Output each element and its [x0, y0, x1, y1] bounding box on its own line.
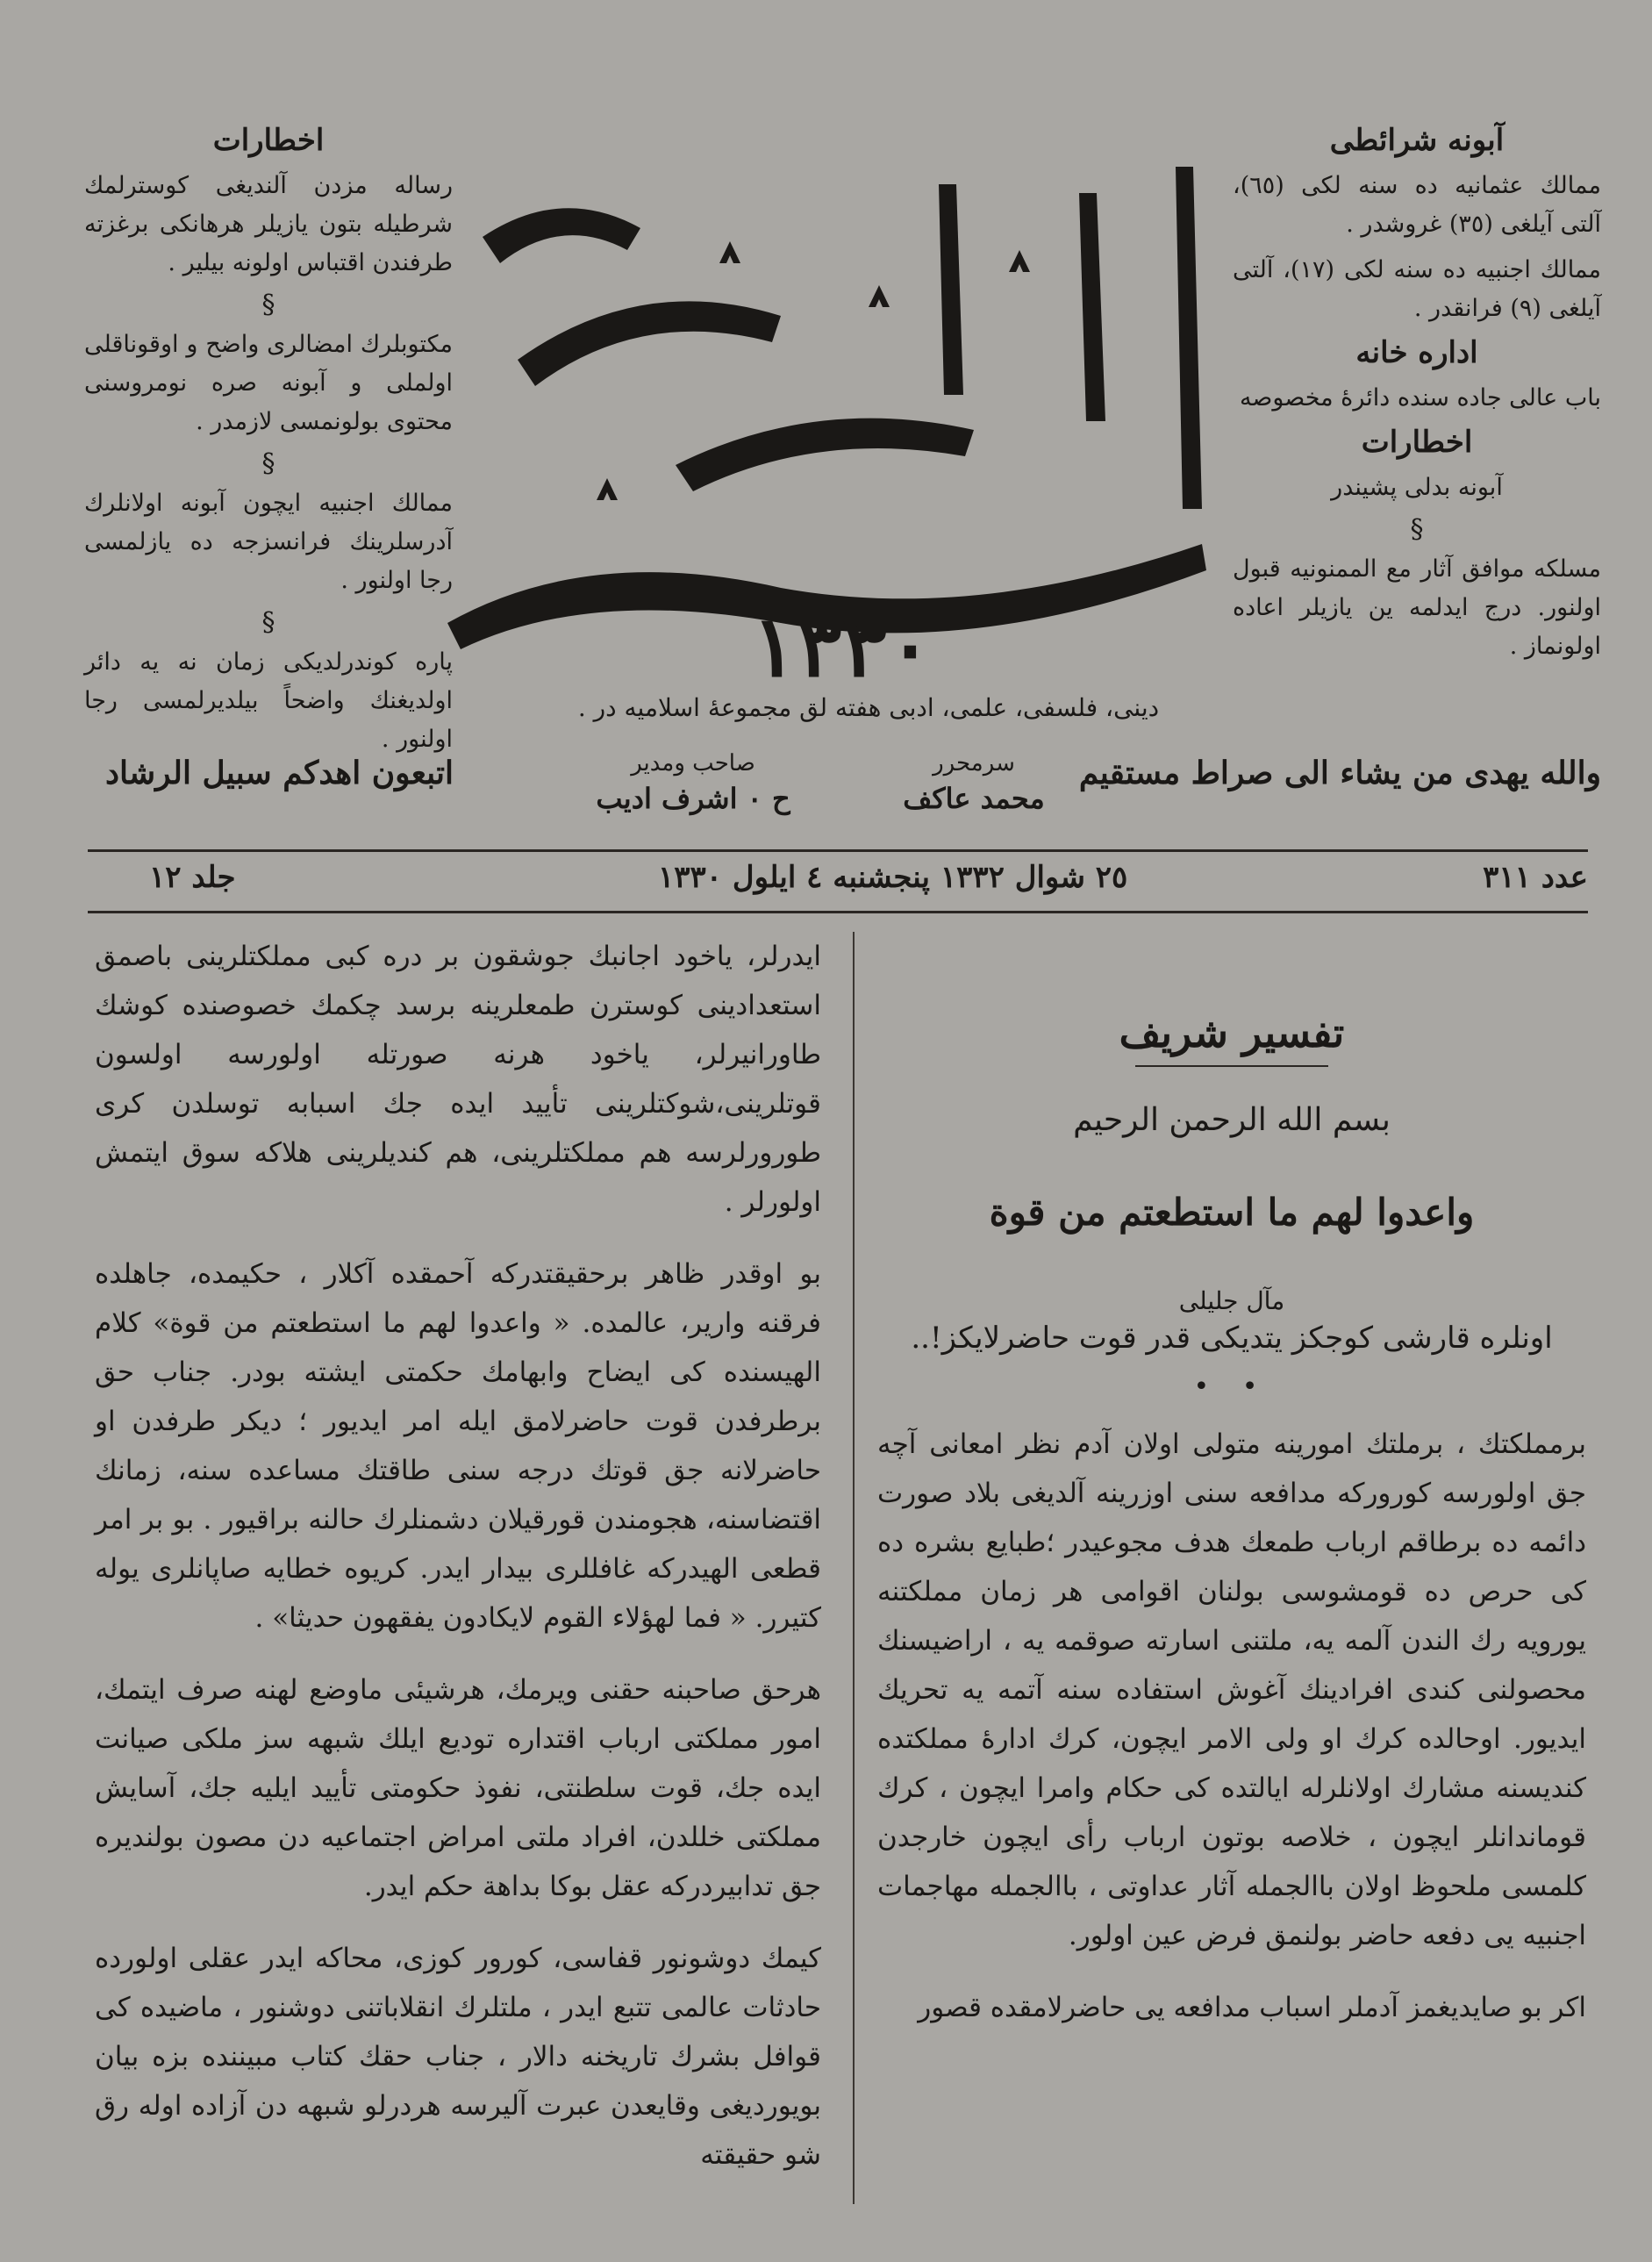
verse-meaning: اونلره قارشی کوجکز یتدیکی قدر قوت حاضرلایکز!..	[911, 1321, 1553, 1356]
title-underline	[1135, 1065, 1328, 1067]
owner-name: ح ۰ اشرف ادیب	[596, 782, 790, 815]
issue-bar	[88, 860, 1588, 906]
issue-bar-top-rule	[88, 849, 1588, 852]
section-sign-icon: §	[261, 290, 275, 320]
office-title: اداره خانه	[1355, 335, 1478, 370]
editor-name: محمد عاکف	[903, 782, 1045, 815]
office-address: باب عالی جاده سنده دائرۀ مخصوصه	[1239, 384, 1601, 412]
notice-item: پاره کوندرلدیکی زمان نه یه دائر اولدیغنك واضحاً بیلدیرلمسی رجا اولنور .	[84, 648, 453, 753]
notices-title-right: اخطارات	[1361, 425, 1473, 460]
subscription-terms-box	[1233, 123, 1601, 673]
owner-block	[561, 750, 825, 815]
issue-volume: جلد ١٢	[149, 860, 236, 895]
prepayment-note: آبونه بدلی پشیندر	[1331, 474, 1503, 501]
issue-date: ٢٥ شوال ١٣٣٢ پنجشنبه ٤ ایلول ١٣٣٠	[658, 860, 1128, 895]
article-title: تفسیر شریف	[1119, 1009, 1345, 1056]
article-paragraph: بو اوقدر ظاهر برحقیقتدرکه آحمقده آکلار ، حکیمده، جاهلده فرقنه واریر، عالمده. « واعدوا لهم ما استطعتم من قوة» کلام الهیسنده کی ایضاح وابهامك حکمتی ایشته بودر. جناب حق برطرفدن قوت حاضرلامق ایله امر ایدیور ؛ دیکر طرفدن او حاضرلانه جق قوتك درجه سنی طاقتك مساعده سنه، زمانك اقتضاسنه، هجومندن قورقیلان دشمنلرك حالنه براقیور . بو بر امر قطعی الهیدرکه غافللری بیدار ایدر. کریوه خطایه صاپانلری یوله کتیرر. « فما لهؤلاء القوم لایکادون یفقهون حدیثا» .	[95, 1258, 821, 1634]
article-paragraph: اکر بو صایدیغمز آدملر اسباب مدافعه یی حاضرلامقده قصور	[918, 1992, 1586, 2023]
article-paragraph: هرحق صاحبنه حقنی ویرمك، هرشیئی ماوضع لهنه صرف ایتمك، امور مملکتی ارباب اقتداره تودیع ایلك شبهه سز ملکی صیانت ایده جك، قوت سلطنتی، نفوذ حکومتی تأیید ایلیه جك، آسایش مملکتی خللدن، افراد ملتی امراض اجتماعیه دن مصون بولندیره جق تدابیردرکه عقل بوکا بداهة حکم ایدر.	[95, 1674, 821, 1902]
subscription-terms-title: آبونه شرائطی	[1329, 123, 1505, 158]
column-divider	[853, 932, 855, 2204]
editor-role: سرمحرر	[933, 750, 1015, 777]
section-sign-icon: §	[1410, 514, 1424, 545]
subscription-foreign-price: ممالك اجنبیه ده سنه لکی (١٧)، آلتی آیلغی (٩) فرانقدر .	[1233, 256, 1601, 322]
continuation-column	[95, 932, 821, 2202]
tagline: دینی، فلسفی، علمی، ادبی هفته لق مجموعۀ اسلامیه در .	[577, 693, 1160, 722]
masthead-year: ١٣٣٠	[751, 597, 933, 693]
motto-left: اتبعون اهدکم سبیل الرشاد	[105, 755, 454, 791]
editor-block	[869, 750, 1079, 815]
article-paragraph: ایدرلر، یاخود اجانبك جوشقون بر دره کبی مملکتلرینی باصمق استعدادینی کوسترن طمعلرینه برسد چکمك خصوصنده کوشك طاورانیرلر، یاخود هرنه صورتله اولورسه اولسون قوتلرینی،شوکتلرینی تأیید ایده جك اسبابه توسلدن کری طورورلرسه هم مملکتلرینی، هم کندیلرینی هلاکه سوق ایتمش اولورلر .	[95, 941, 821, 1218]
section-sign-icon: §	[261, 607, 275, 638]
motto-right: والله یهدی من یشاء الی صراط مستقیم	[1078, 755, 1601, 791]
article-paragraph: برمملکتك ، برملتك امورینه متولی اولان آدم نظر امعانی آچه جق اولورسه کورورکه مدافعه سنی اوزرینه آلدیغی بلاد صورت دائمه ده برطاقم ارباب طمعك هدف مجوعیدر ؛طبایع بشره ده کی حرص ده قومشوسی بولنان اقوامی هر زمان مملکتنه یورویه رك الندن آلمه یه، ملتنی اسارته صوقمه یه ، اراضیسنك محصولنی کندی افرادینك آغوش استفاده سنه آتمه یه تحریك ایدیور. اوحالده کرك او ولی الامر ایچون، کرك ادارۀ مملکتده کندیسنه مشارك اولانلرله ایالتده کی حکام وامرا ایچون ، کرك قوماندانلر ایچون ، خلاصه بوتون ارباب رأی ایچون خارجدن کلمسی ملحوظ اولان باالجمله آثار عداوتی ، باالجمله مهاجمات اجنبیه یی دفعه حاضر بولنمق فرض عین اولور.	[877, 1428, 1586, 1951]
subscription-domestic-price: ممالك عثمانیه ده سنه لکی (٦٥)، آلتی آیلغی (٣٥) غروشدر .	[1233, 172, 1601, 238]
notices-box	[84, 123, 453, 766]
ornament-dots: • •	[1193, 1371, 1270, 1402]
issue-number: عدد ٣١١	[1483, 860, 1588, 895]
issue-bar-bottom-rule	[88, 911, 1588, 913]
notice-item: ممالك اجنبیه ایچون آبونه اولانلرك آدرسلرینك فرانسزجه ده یازلمسی رجا اولنور .	[84, 490, 453, 594]
tafsir-column	[877, 1009, 1586, 2055]
owner-role: صاحب ومدیر	[631, 750, 755, 777]
submission-policy: مسلکه موافق آثار مع الممنونیه قبول اولنور. درج ایدلمه ین یازیلر اعاده اولونماز .	[1233, 555, 1601, 660]
masthead-logo	[412, 132, 1272, 693]
basmala: بسم الله الرحمن الرحيم	[1073, 1102, 1391, 1138]
section-sign-icon: §	[261, 448, 275, 479]
quran-verse: واعدوا لهم ما استطعتم من قوة	[989, 1191, 1475, 1234]
article-paragraph: کیمك دوشونور قفاسی، کورور کوزی، محاکه ایدر عقلی اولورده حادثات عالمی تتبع ایدر ، ملتلرك انقلاباتنی دوشنور ، ماضیده کی قوافل بشرك تاریخنه دالار ، جناب حقك کتاب مبیننده بزه بیان بویوردیغی وقایعدن عبرت آلیرسه هردرلو شبهه دن آزاده اوله رق شو حقیقته	[95, 1943, 821, 2171]
meal-label: مآل جلیلی	[1178, 1286, 1285, 1315]
notice-item: رساله مزدن آلندیغی کوسترلمك شرطیله بتون یازیلر هرهانکی برغزته طرفندن اقتباس اولونه بیلیر .	[84, 172, 453, 276]
notice-item: مکتوبلرك امضالری واضح و اوقوناقلی اولملی و آبونه صره نومروسنی محتوی بولونمسی لازمدر .	[84, 331, 453, 435]
notices-title-left: اخطارات	[212, 123, 325, 158]
